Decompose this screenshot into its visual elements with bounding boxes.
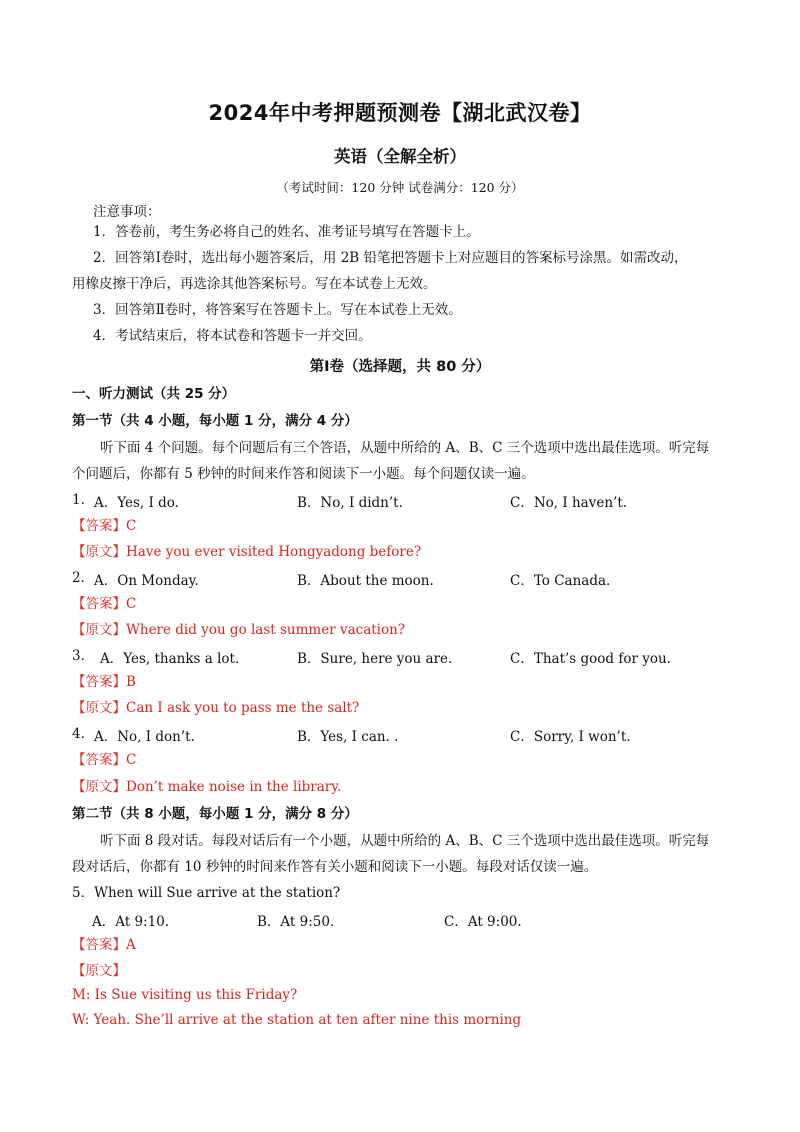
document-subtitle: 英语（全解全析）	[334, 147, 466, 166]
option-c: C．To Canada.	[510, 573, 611, 589]
transcript: 【原文】Can I ask you to pass me the salt?	[72, 700, 360, 716]
instructions: 听下面 8 段对话。每段对话后有一个小题，从题中所给的 A、B、C 三个选项中选出最佳选项。听完每	[100, 833, 710, 849]
option-c: C．Sorry, I won’t.	[510, 729, 631, 745]
answer: 【答案】C	[72, 752, 137, 768]
note-item: 3．回答第Ⅱ卷时，将答案写在答题卡上。写在本试卷上无效。	[93, 302, 462, 318]
option-c: C．No, I haven’t.	[510, 495, 628, 511]
dialog-line: M: Is Sue visiting us this Friday?	[72, 987, 298, 1003]
note-item: 2．回答第Ⅰ卷时，选出每小题答案后，用 2B 铅笔把答题卡上对应题目的答案标号涂黑。如需改动，	[93, 250, 688, 266]
option-b: B．About the moon.	[297, 573, 434, 589]
option-c: C．At 9:00.	[444, 914, 522, 930]
notes-heading: 注意事项：	[93, 204, 161, 220]
instructions: 听下面 4 个问题。每个问题后有三个答语，从题中所给的 A、B、C 三个选项中选出最佳选项。听完每	[100, 440, 710, 456]
answer: 【答案】C	[72, 518, 137, 534]
answer: 【答案】B	[72, 674, 136, 690]
answer: 【答案】C	[72, 596, 137, 612]
transcript: 【原文】Have you ever visited Hongyadong before?	[72, 544, 422, 560]
option-b: B．Sure, here you are.	[297, 651, 453, 667]
document-title: 2024年中考押题预测卷【湖北武汉卷】	[208, 101, 592, 125]
option-b: B．No, I didn’t.	[297, 495, 403, 511]
note-item: 1．答卷前，考生务必将自己的姓名、准考证号填写在答题卡上。	[93, 224, 480, 240]
question-number: 3．	[72, 648, 95, 664]
note-item: 用橡皮擦干净后，再选涂其他答案标号。写在本试卷上无效。	[72, 276, 437, 292]
option-a: A．No, I don’t.	[94, 729, 195, 745]
question-number: 2．	[72, 570, 95, 586]
question-number: 4．	[72, 726, 95, 742]
part-heading: 第Ⅰ卷（选择题，共 80 分）	[309, 359, 491, 375]
subsection-heading: 第二节（共 8 小题，每小题 1 分，满分 8 分）	[72, 806, 358, 822]
subsection-heading: 第一节（共 4 小题，每小题 1 分，满分 4 分）	[72, 413, 358, 429]
transcript: 【原文】Don’t make noise in the library.	[72, 779, 342, 795]
question-text: 5．When will Sue arrive at the station?	[72, 885, 341, 901]
option-a: A．Yes, I do.	[94, 495, 179, 511]
option-a: A．At 9:10.	[92, 914, 170, 930]
option-a: A．On Monday.	[94, 573, 199, 589]
note-item: 4．考试结束后，将本试卷和答题卡一并交回。	[93, 328, 372, 344]
answer: 【答案】A	[72, 937, 136, 953]
instructions: 个问题后，你都有 5 秒钟的时间来作答和阅读下一小题。每个问题仅读一遍。	[72, 466, 535, 482]
option-a: A．Yes, thanks a lot.	[100, 651, 240, 667]
question-number: 1．	[72, 492, 95, 508]
option-b: B．Yes, I can. .	[297, 729, 399, 745]
option-c: C．That’s good for you.	[510, 651, 671, 667]
transcript: 【原文】Where did you go last summer vacation?	[72, 622, 406, 638]
section-heading: 一、听力测试（共 25 分）	[72, 386, 236, 402]
option-b: B．At 9:50.	[257, 914, 335, 930]
instructions: 段对话后，你都有 10 秒钟的时间来作答有关小题和阅读下一小题。每段对话仅读一遍。	[72, 859, 598, 875]
transcript-label: 【原文】	[72, 963, 126, 979]
dialog-line: W: Yeah. She’ll arrive at the station at ten after nine this morning	[72, 1012, 522, 1028]
exam-info: （考试时间：120 分钟 试卷满分：120 分）	[276, 180, 524, 195]
